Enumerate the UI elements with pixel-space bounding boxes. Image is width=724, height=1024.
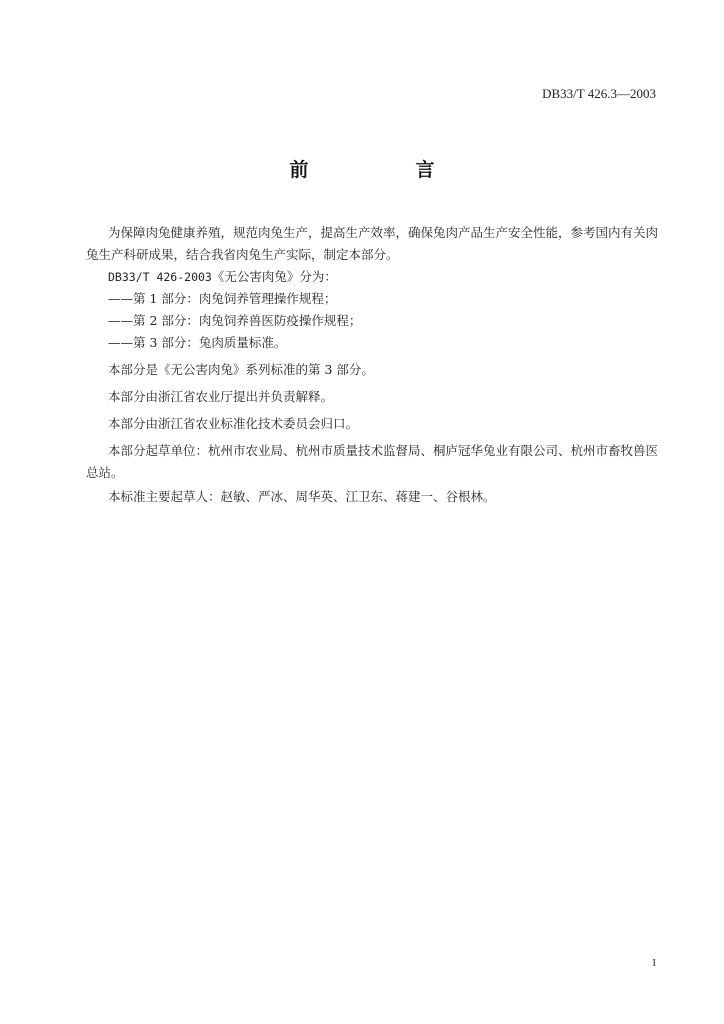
standard-code: DB33/T 426.3—2003 <box>542 86 656 101</box>
paragraph-parts-intro <box>86 266 660 288</box>
list-item-part-2: ——第 2 部分：肉兔饲养兽医防疫操作规程； <box>108 313 362 328</box>
paragraph-proposer: 本部分由浙江省农业厅提出并负责解释。 <box>108 389 334 404</box>
paragraph-drafting-units: 本部分起草单位：杭州市农业局、杭州市质量技术监督局、桐庐冠华兔业有限公司、杭州市畜牧兽医总站。 <box>86 443 659 480</box>
page-number: I <box>652 957 656 969</box>
paragraph-drafters: 本标准主要起草人：赵敏、严冰、周华英、江卫东、蒋建一、谷根林。 <box>108 489 496 504</box>
list-item-part-1: ——第 1 部分：肉兔饲养管理操作规程； <box>108 291 337 306</box>
parts-intro-text: 《无公害肉兔》分为： <box>211 269 337 284</box>
page-title: 前 言 <box>289 159 479 181</box>
standard-number: DB33/T 426-2003 <box>108 270 212 284</box>
list-item-part-3: ——第 3 部分：兔肉质量标准。 <box>108 335 287 350</box>
paragraph-purpose: 为保障肉兔健康养殖，规范肉兔生产，提高生产效率，确保兔肉产品生产安全性能，参考国内有关肉兔生产科研成果，结合我省肉兔生产实际，制定本部分。 <box>86 225 659 262</box>
paragraph-series: 本部分是《无公害肉兔》系列标准的第 3 部分。 <box>108 362 374 377</box>
foreword-body <box>86 222 660 508</box>
paragraph-committee: 本部分由浙江省农业标准化技术委员会归口。 <box>108 416 359 431</box>
